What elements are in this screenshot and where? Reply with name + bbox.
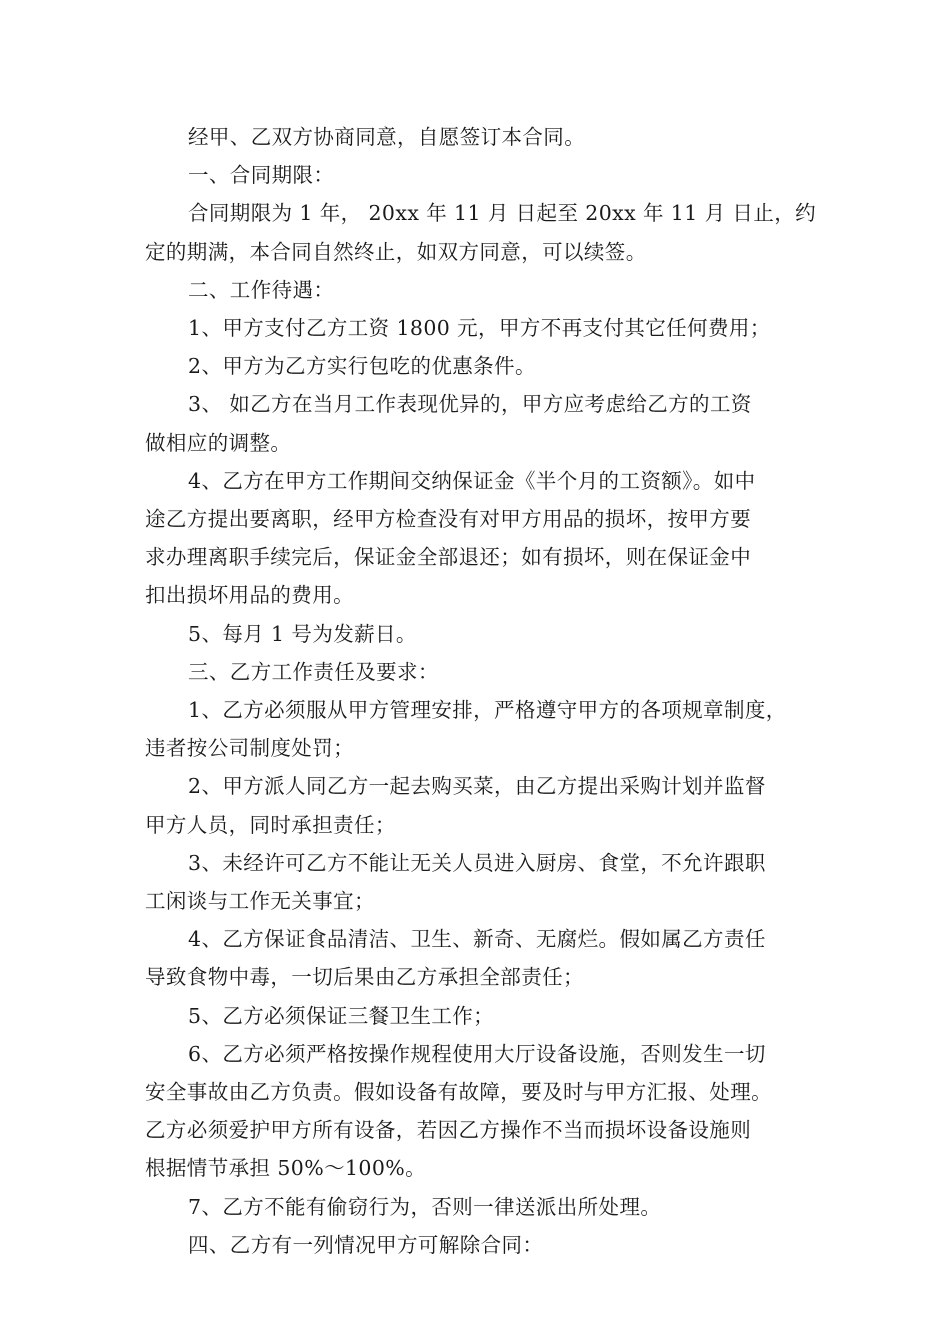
document-line: 1、甲方支付乙方工资 1800 元，甲方不再支付其它任何费用； xyxy=(188,316,771,341)
document-line: 定的期满，本合同自然终止，如双方同意，可以续签。 xyxy=(145,239,647,264)
document-line: 4、乙方保证食品清洁、卫生、新奇、无腐烂。假如属乙方责任 xyxy=(188,927,766,952)
document-line: 2、甲方派人同乙方一起去购买菜，由乙方提出采购计划并监督 xyxy=(188,774,766,799)
document-line: 违者按公司制度处罚； xyxy=(145,736,354,761)
document-line: 4、乙方在甲方工作期间交纳保证金《半个月的工资额》。如中 xyxy=(188,468,756,493)
document-line: 四、乙方有一列情况甲方可解除合同： xyxy=(188,1232,544,1257)
document-page xyxy=(145,118,820,1264)
document-line: 二、工作待遇： xyxy=(188,277,335,302)
document-line: 导致食物中毒，一切后果由乙方承担全部责任； xyxy=(145,965,584,990)
document-line: 工闲谈与工作无关事宜； xyxy=(145,889,375,914)
document-line: 经甲、乙双方协商同意，自愿签订本合同。 xyxy=(188,125,586,149)
document-line: 3、未经许可乙方不能让无关人员进入厨房、食堂，不允许跟职 xyxy=(188,850,766,875)
document-line: 途乙方提出要离职，经甲方检查没有对甲方用品的损坏，按甲方要 xyxy=(145,507,752,532)
document-body xyxy=(145,118,820,1264)
document-line: 根据情节承担 50%～100%。 xyxy=(145,1156,427,1181)
document-line: 6、乙方必须严格按操作规程使用大厅设备设施，否则发生一切 xyxy=(188,1041,766,1066)
document-line: 3、 如乙方在当月工作表现优异的，甲方应考虑给乙方的工资 xyxy=(188,392,752,417)
document-line: 求办理离职手续完后，保证金全部退还；如有损坏，则在保证金中 xyxy=(145,545,752,570)
document-line: 7、乙方不能有偷窃行为，否则一律送派出所处理。 xyxy=(188,1194,662,1219)
document-line: 1、乙方必须服从甲方管理安排，严格遵守甲方的各项规章制度， xyxy=(188,698,787,723)
document-line: 5、乙方必须保证三餐卫生工作； xyxy=(188,1003,495,1028)
document-line: 三、乙方工作责任及要求： xyxy=(188,659,439,684)
document-line: 合同期限为 1 年， 20xx 年 11 月 日起至 20xx 年 11 月 日止，约 xyxy=(188,201,817,226)
document-line: 5、每月 1 号为发薪日。 xyxy=(188,621,417,646)
document-line: 一、合同期限： xyxy=(188,163,335,188)
document-line: 乙方必须爱护甲方所有设备，若因乙方操作不当而损坏设备设施则 xyxy=(145,1118,752,1143)
document-line: 安全事故由乙方负责。假如设备有故障，要及时与甲方汇报、处理。 xyxy=(145,1080,772,1105)
document-line: 扣出损坏用品的费用。 xyxy=(145,583,354,608)
document-line: 2、甲方为乙方实行包吃的优惠条件。 xyxy=(188,354,536,379)
document-line: 做相应的调整。 xyxy=(145,430,292,455)
document-line: 甲方人员，同时承担责任； xyxy=(145,812,396,837)
